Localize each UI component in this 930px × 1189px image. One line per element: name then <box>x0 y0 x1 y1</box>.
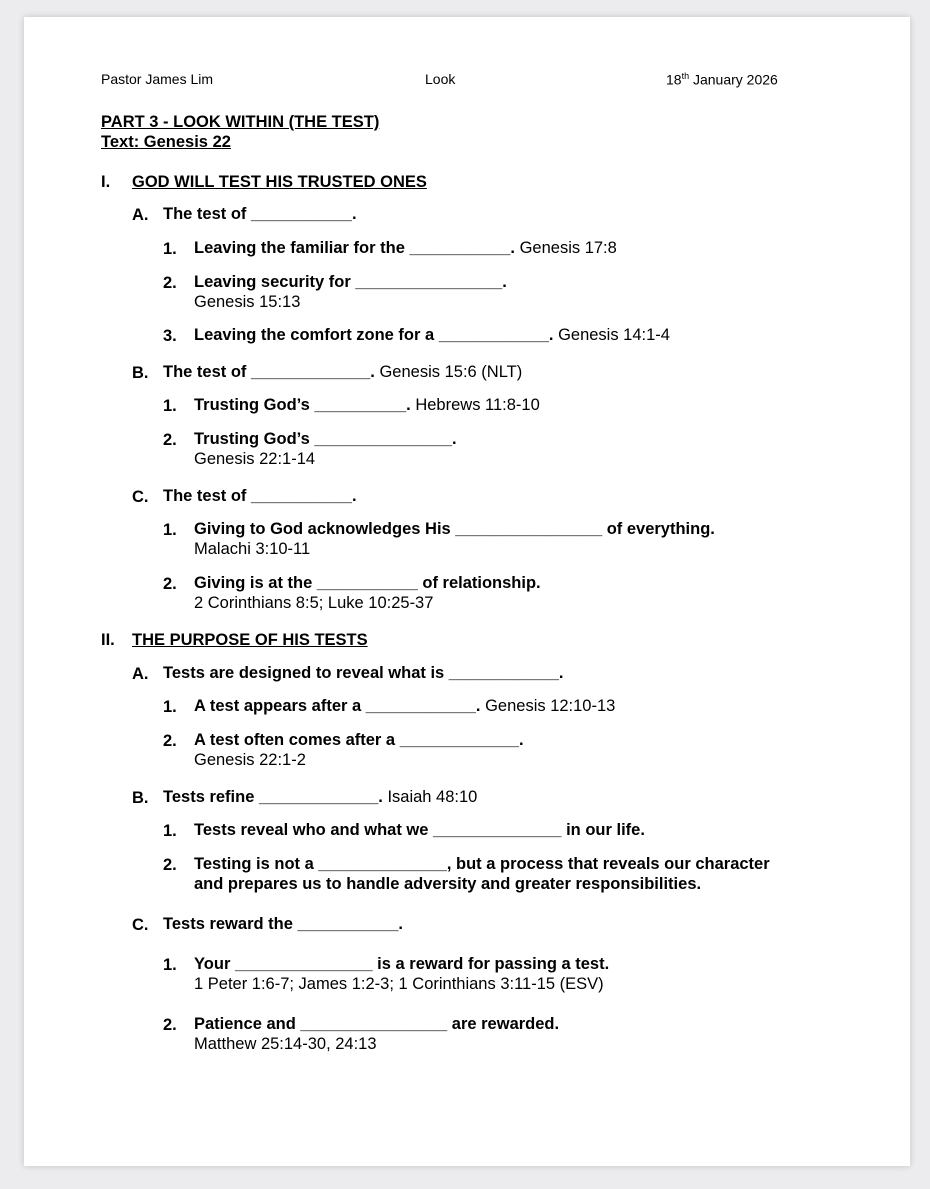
subpoint-number: 2. <box>163 732 177 750</box>
section-numeral: II. <box>101 631 115 649</box>
section-heading: THE PURPOSE OF HIS TESTS <box>132 631 368 649</box>
subpoint-text: Tests reveal who and what we ______________ in our life. <box>194 821 645 839</box>
subpoint-number: 2. <box>163 431 177 449</box>
document-page <box>24 17 910 1166</box>
subpoint-text: Trusting God’s __________. Hebrews 11:8-10 <box>194 396 540 414</box>
section-heading: GOD WILL TEST HIS TRUSTED ONES <box>132 173 427 191</box>
subpoint-number: 1. <box>163 822 177 840</box>
subpoint-text: A test often comes after a _____________. Genesis 22:1-2 <box>194 731 524 769</box>
date: 18th January 2026 <box>666 71 778 88</box>
subpoint-text: Patience and ________________ are rewarded. Matthew 25:14-30, 24:13 <box>194 1015 560 1053</box>
subpoint-number: 1. <box>163 956 177 974</box>
subpoint-text: Giving to God acknowledges His ________________ of everything. Malachi 3:10-11 <box>194 520 715 558</box>
subpoint-number: 2. <box>163 1016 177 1034</box>
part-title: PART 3 - LOOK WITHIN (THE TEST) <box>101 113 380 131</box>
point-text: Tests reward the ___________. <box>163 915 404 933</box>
point-text: The test of ___________. <box>163 205 357 223</box>
author-name: Pastor James Lim <box>101 71 214 87</box>
point-letter: B. <box>132 364 149 382</box>
subpoint-text: A test appears after a ____________. Genesis 12:10-13 <box>194 697 616 715</box>
subpoint-text: Giving is at the ___________ of relationship. 2 Corinthians 8:5; Luke 10:25-37 <box>194 574 541 612</box>
section-numeral: I. <box>101 173 111 191</box>
point-text: Tests are designed to reveal what is ____________. <box>163 664 564 682</box>
subpoint-number: 1. <box>163 240 177 258</box>
subpoint-text: Leaving the familiar for the ___________. Genesis 17:8 <box>194 239 617 257</box>
point-text: The test of _____________. Genesis 15:6 (NLT) <box>163 363 523 381</box>
point-letter: A. <box>132 665 149 683</box>
subpoint-number: 2. <box>163 856 177 874</box>
point-letter: B. <box>132 789 149 807</box>
subpoint-text: Leaving security for ________________. Genesis 15:13 <box>194 273 507 311</box>
point-letter: C. <box>132 916 149 934</box>
series-name: Look <box>425 71 456 87</box>
text-reference: Text: Genesis 22 <box>101 133 231 151</box>
subpoint-number: 1. <box>163 521 177 539</box>
point-text: Tests refine _____________. Isaiah 48:10 <box>163 788 478 806</box>
point-text: The test of ___________. <box>163 487 357 505</box>
subpoint-text: Leaving the comfort zone for a ____________. Genesis 14:1-4 <box>194 326 670 344</box>
subpoint-number: 2. <box>163 575 177 593</box>
subpoint-number: 1. <box>163 397 177 415</box>
subpoint-text: Testing is not a ______________, but a process that reveals our character and prepares us to handle adversity and greater responsibilities. <box>194 855 770 893</box>
point-letter: A. <box>132 206 149 224</box>
point-letter: C. <box>132 488 149 506</box>
subpoint-number: 3. <box>163 327 177 345</box>
subpoint-text: Your _______________ is a reward for passing a test. 1 Peter 1:6-7; James 1:2-3; 1 Corinthians 3:11-15 (ESV) <box>194 955 610 993</box>
subpoint-number: 1. <box>163 698 177 716</box>
subpoint-number: 2. <box>163 274 177 292</box>
subpoint-text: Trusting God’s _______________. Genesis 22:1-14 <box>194 430 457 468</box>
